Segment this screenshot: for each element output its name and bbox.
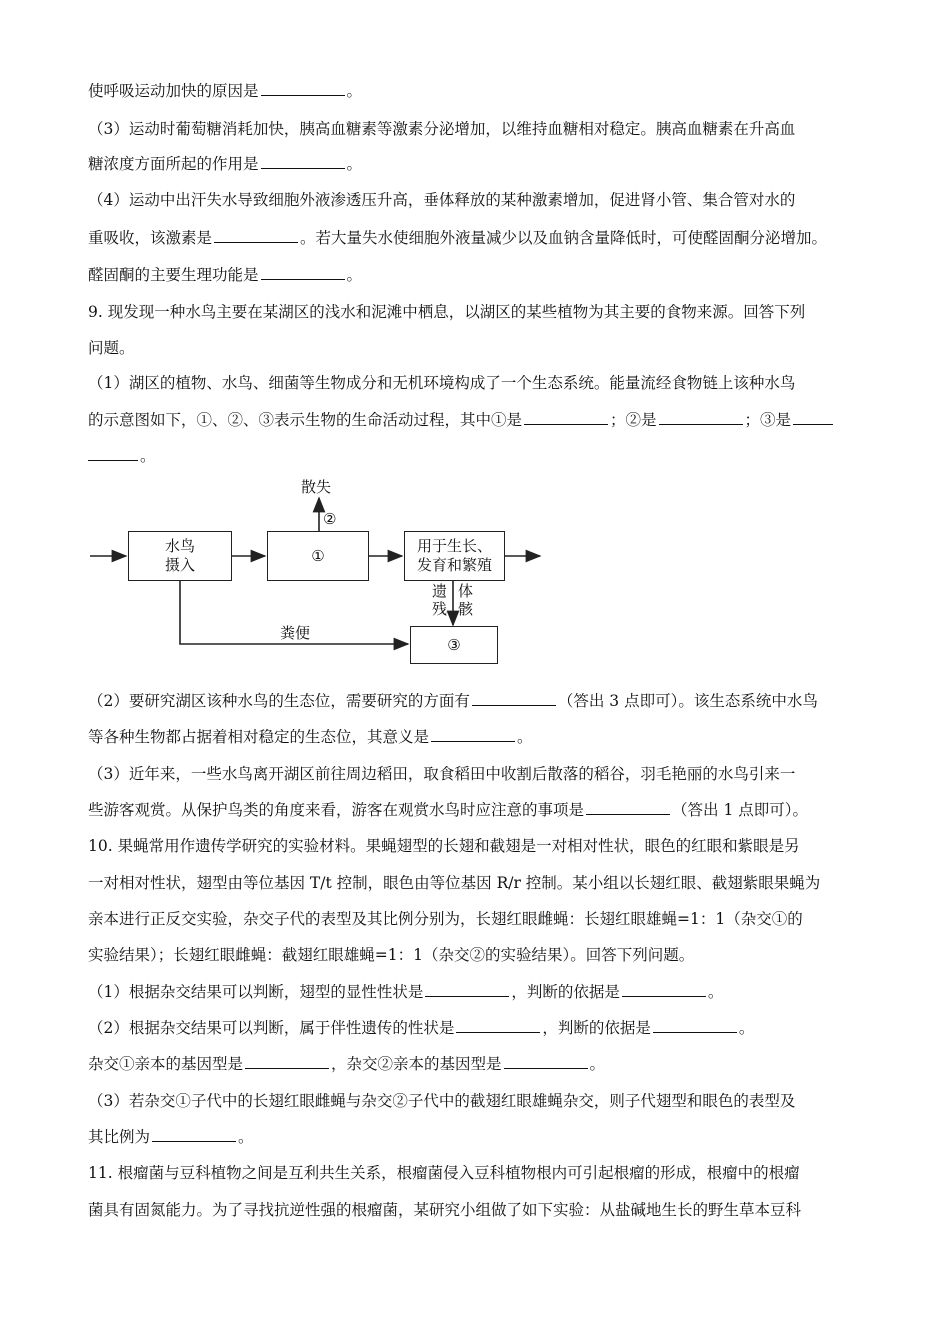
- text-line: 亲本进行正反交实验，杂交子代的表型及其比例分别为，长翅红眼雌蝇：长翅红眼雄蝇=1：1（杂交①的: [88, 910, 803, 928]
- answer-blank[interactable]: [245, 1054, 329, 1069]
- answer-blank[interactable]: [793, 410, 833, 425]
- answer-blank[interactable]: [456, 1018, 540, 1033]
- text-line: （4）运动中出汗失水导致细胞外液渗透压升高，垂体释放的某种激素增加，促进肾小管、集合管对水的: [88, 191, 796, 209]
- text-line: 。: [88, 446, 156, 466]
- text-line: （2）要研究湖区该种水鸟的生态位，需要研究的方面有 （答出 3 点即可）。该生态系统中水鸟: [88, 692, 818, 710]
- answer-blank[interactable]: [261, 154, 345, 169]
- answer-blank[interactable]: [152, 1127, 236, 1142]
- answer-blank[interactable]: [261, 265, 345, 280]
- box-process-1: ①: [267, 531, 369, 581]
- answer-blank[interactable]: [659, 410, 743, 425]
- label-feces: 粪便: [280, 624, 311, 642]
- label-remains-left: 遗 残: [432, 582, 448, 618]
- question-11-stem: 11. 根瘤菌与豆科植物之间是互利共生关系，根瘤菌侵入豆科植物根内可引起根瘤的形成，根瘤中的根瘤: [88, 1164, 800, 1182]
- answer-blank[interactable]: [431, 727, 515, 742]
- box-growth-reproduction: 用于生长、 发育和繁殖: [404, 531, 505, 581]
- label-process-2: ②: [323, 510, 337, 528]
- text-line: 的示意图如下，①、②、③表示生物的生命活动过程，其中①是 ；②是 ；③是: [88, 410, 835, 430]
- answer-blank[interactable]: [622, 982, 706, 997]
- text-line: （1）根据杂交结果可以判断，翅型的显性性状是 ，判断的依据是 。: [88, 983, 724, 1001]
- answer-blank[interactable]: [472, 691, 556, 706]
- answer-blank[interactable]: [504, 1054, 588, 1069]
- text-line: 实验结果）；长翅红眼雌蝇：截翅红眼雄蝇=1：1（杂交②的实验结果）。回答下列问题。: [88, 946, 695, 964]
- energy-flow-diagram: [88, 470, 558, 670]
- text-line: 使呼吸运动加快的原因是 。: [88, 82, 363, 100]
- text-line: 菌具有固氮能力。为了寻找抗逆性强的根瘤菌，某研究小组做了如下实验：从盐碱地生长的野生草本豆科: [88, 1201, 802, 1219]
- question-9-stem: 9. 现发现一种水鸟主要在某湖区的浅水和泥滩中栖息，以湖区的某些植物为其主要的食物来源。回答下列: [88, 303, 806, 321]
- text-line: （1）湖区的植物、水鸟、细菌等生物成分和无机环境构成了一个生态系统。能量流经食物链上该种水鸟: [88, 374, 796, 392]
- label-loss: 散失: [301, 478, 332, 496]
- text-line: 等各种生物都占据着相对稳定的生态位，其意义是 。: [88, 728, 533, 746]
- answer-blank[interactable]: [261, 81, 345, 96]
- answer-blank[interactable]: [653, 1018, 737, 1033]
- text-line: 些游客观赏。从保护鸟类的角度来看，游客在观赏水鸟时应注意的事项是 （答出 1 点即可）。: [88, 801, 808, 819]
- label-remains-right: 体 骸: [458, 582, 474, 618]
- text-line: 杂交①亲本的基因型是 ，杂交②亲本的基因型是 。: [88, 1055, 606, 1073]
- question-10-stem: 10. 果蝇常用作遗传学研究的实验材料。果蝇翅型的长翅和截翅是一对相对性状，眼色的红眼和紫眼是另: [88, 837, 800, 855]
- answer-blank[interactable]: [214, 228, 298, 243]
- text-line: （3）若杂交①子代中的长翅红眼雌蝇与杂交②子代中的截翅红眼雄蝇杂交，则子代翅型和眼色的表型及: [88, 1092, 796, 1110]
- text-line: （3）运动时葡萄糖消耗加快，胰高血糖素等激素分泌增加，以维持血糖相对稳定。胰高血糖素在升高血: [88, 120, 796, 138]
- text-line: 其比例为 。: [88, 1128, 254, 1146]
- box-process-3: ③: [410, 626, 498, 664]
- answer-blank[interactable]: [524, 410, 608, 425]
- box-waterbird-intake: 水鸟 摄入: [128, 531, 232, 581]
- text-line: 醛固酮的主要生理功能是 。: [88, 266, 363, 284]
- answer-blank[interactable]: [586, 800, 670, 815]
- text-line: 一对相对性状，翅型由等位基因 T/t 控制，眼色由等位基因 R/r 控制。某小组以长翅红眼、截翅紫眼果蝇为: [88, 874, 821, 892]
- text-line: 问题。: [88, 339, 135, 357]
- text-line: 糖浓度方面所起的作用是 。: [88, 155, 363, 173]
- text-line: （3）近年来，一些水鸟离开湖区前往周边稻田，取食稻田中收割后散落的稻谷，羽毛艳丽的水鸟引来一: [88, 765, 796, 783]
- answer-blank[interactable]: [88, 446, 138, 461]
- text-line: 重吸收，该激素是 。若大量失水使细胞外液量减少以及血钠含量降低时，可使醛固酮分泌增加。: [88, 229, 828, 247]
- answer-blank[interactable]: [425, 982, 509, 997]
- text-line: （2）根据杂交结果可以判断，属于伴性遗传的性状是 ，判断的依据是 。: [88, 1019, 755, 1037]
